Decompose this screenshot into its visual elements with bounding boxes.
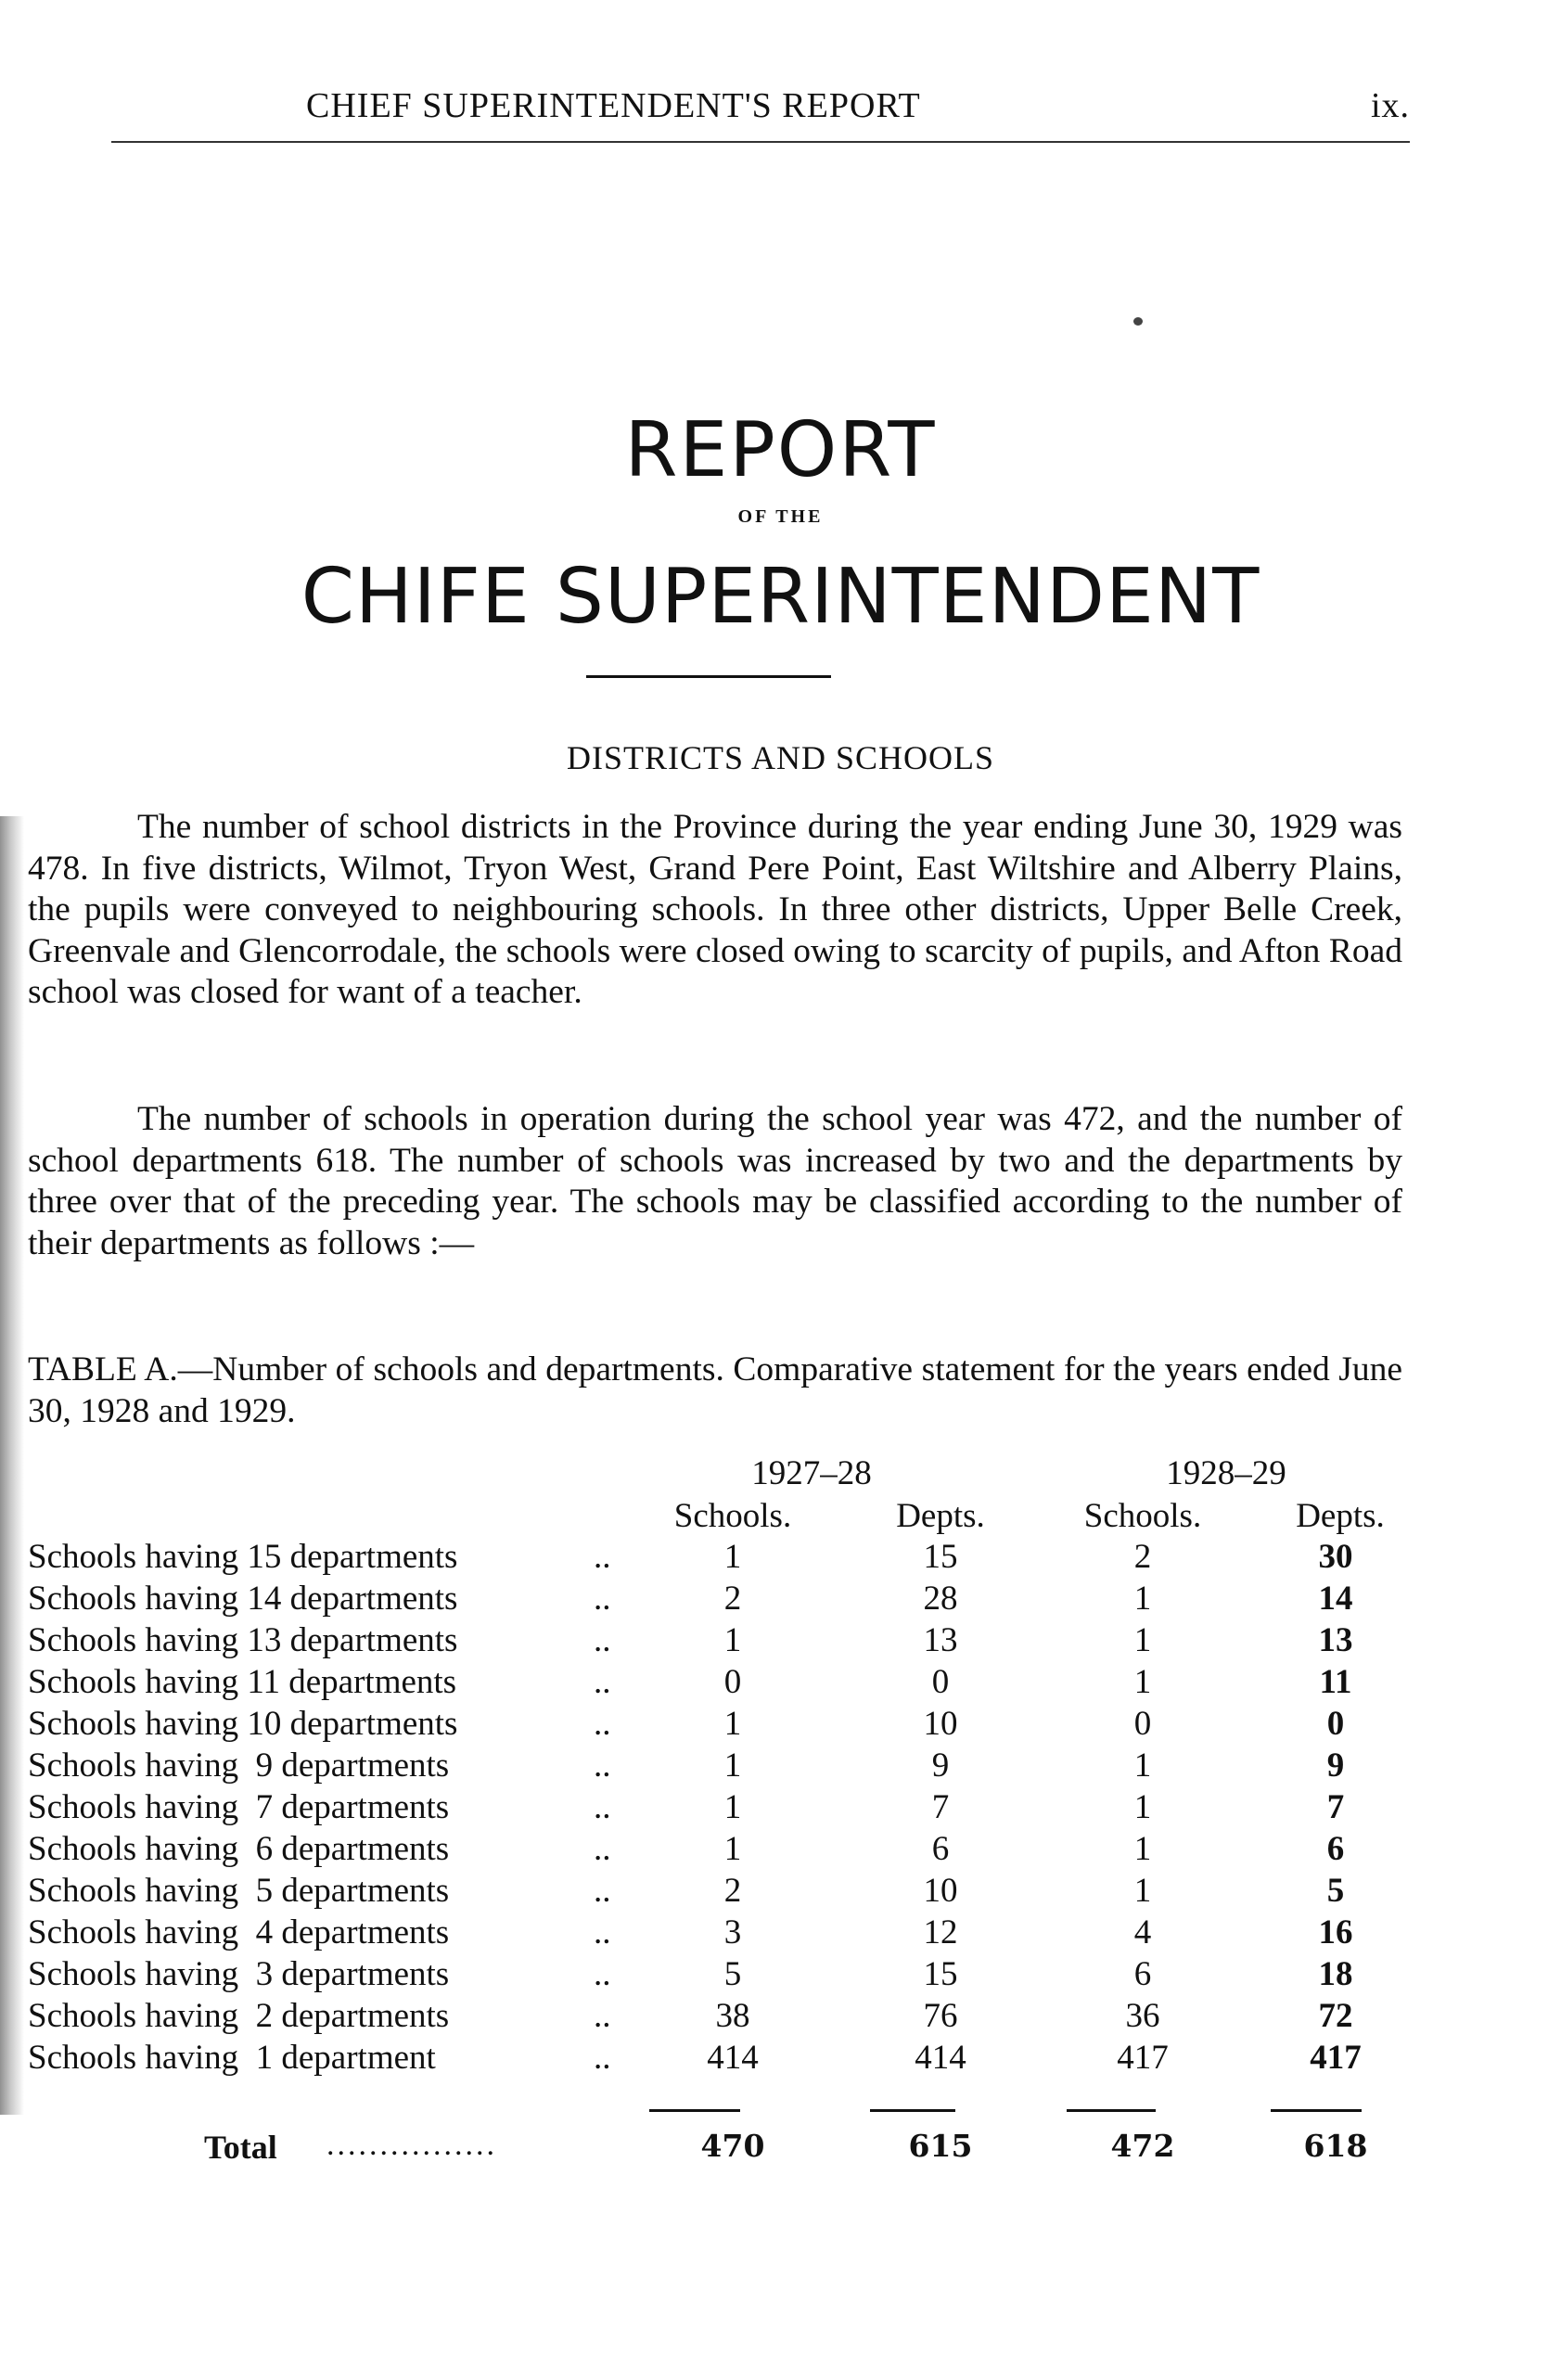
cell: 1 (1133, 1580, 1152, 1618)
cell: 1 (723, 1621, 742, 1659)
row-label: Schools having 2 departments (28, 1997, 450, 2035)
cell: 1 (1133, 1830, 1152, 1868)
cell: 1 (1133, 1621, 1152, 1659)
cell: 10 (923, 1705, 958, 1743)
cell: 5 (723, 1955, 742, 1993)
total-leader-dots: ................ (326, 2128, 497, 2162)
cell: 15 (923, 1538, 958, 1576)
page-number: ix. (1370, 86, 1410, 125)
year-heading-1927-28: 1927–28 (751, 1454, 872, 1492)
cell: 2 (723, 1580, 742, 1618)
cell: 15 (923, 1955, 958, 1993)
row-label: Schools having 5 departments (28, 1872, 450, 1910)
title-chief-superintendent: CHIFE SUPERINTENDENT (301, 553, 1260, 641)
cell: 1 (723, 1830, 742, 1868)
cell: 30 (1318, 1538, 1353, 1576)
cell: 417 (1117, 2039, 1169, 2077)
row-label: Schools having 3 departments (28, 1955, 450, 1993)
column-header-depts: Depts. (896, 1497, 985, 1535)
column-header-schools: Schools. (673, 1497, 792, 1535)
cell: 16 (1318, 1913, 1353, 1951)
total-cell: 615 (908, 2128, 973, 2164)
running-head-title: CHIEF SUPERINTENDENT'S REPORT (306, 86, 921, 125)
sum-rule (870, 2109, 955, 2112)
row-label: Schools having 9 departments (28, 1747, 450, 1785)
total-cell: 472 (1110, 2128, 1175, 2164)
row-leader-dots: .. (594, 1913, 611, 1951)
table-row (0, 1620, 1561, 1662)
table-row (0, 1829, 1561, 1871)
cell: 14 (1318, 1580, 1353, 1618)
cell: 18 (1318, 1955, 1353, 1993)
row-label: Schools having 10 departments (28, 1705, 458, 1743)
cell: 6 (931, 1830, 950, 1868)
cell: 6 (1133, 1955, 1152, 1993)
row-leader-dots: .. (594, 1997, 611, 2035)
cell: 13 (923, 1621, 958, 1659)
total-cell: 470 (700, 2128, 765, 2164)
ink-speck (1133, 317, 1143, 326)
row-leader-dots: .. (594, 1955, 611, 1993)
row-label: Schools having 14 departments (28, 1580, 458, 1618)
year-heading-1928-29: 1928–29 (1166, 1454, 1286, 1492)
title-rule (586, 675, 831, 678)
row-leader-dots: .. (594, 1747, 611, 1785)
cell: 1 (723, 1788, 742, 1826)
cell: 1 (1133, 1663, 1152, 1701)
cell: 28 (923, 1580, 958, 1618)
table-row (0, 1746, 1561, 1787)
row-label: Schools having 4 departments (28, 1913, 450, 1951)
cell: 4 (1133, 1913, 1152, 1951)
table-row (0, 1913, 1561, 1954)
cell: 72 (1318, 1997, 1353, 2035)
sum-rule (649, 2109, 740, 2112)
sum-rule (1271, 2109, 1362, 2112)
row-label: Schools having 6 departments (28, 1830, 450, 1868)
cell: 1 (723, 1747, 742, 1785)
row-label: Schools having 15 departments (28, 1538, 458, 1576)
row-label: Schools having 13 departments (28, 1621, 458, 1659)
row-leader-dots: .. (594, 1538, 611, 1576)
table-row (0, 2038, 1561, 2079)
header-rule (111, 141, 1410, 143)
table-row (0, 1704, 1561, 1746)
cell: 12 (923, 1913, 958, 1951)
cell: 7 (1326, 1788, 1345, 1826)
row-leader-dots: .. (594, 1580, 611, 1618)
table-a (0, 1453, 1561, 2177)
row-label: Schools having 1 department (28, 2039, 436, 2077)
table-row (0, 1871, 1561, 1913)
cell: 2 (1133, 1538, 1152, 1576)
column-header-depts: Depts. (1296, 1497, 1385, 1535)
table-row (0, 1787, 1561, 1829)
cell: 36 (1125, 1997, 1160, 2035)
cell: 76 (923, 1997, 958, 2035)
cell: 11 (1319, 1663, 1352, 1701)
running-head (111, 85, 1410, 132)
cell: 1 (723, 1705, 742, 1743)
total-label: Total (204, 2129, 277, 2166)
row-leader-dots: .. (594, 1788, 611, 1826)
row-leader-dots: .. (594, 1705, 611, 1743)
cell: 1 (1133, 1788, 1152, 1826)
cell: 1 (1133, 1747, 1152, 1785)
cell: 0 (723, 1663, 742, 1701)
cell: 414 (707, 2039, 759, 2077)
table-row (0, 1662, 1561, 1704)
table-row (0, 1996, 1561, 2038)
row-leader-dots: .. (594, 1872, 611, 1910)
cell: 3 (723, 1913, 742, 1951)
row-leader-dots: .. (594, 2039, 611, 2077)
cell: 7 (931, 1788, 950, 1826)
table-row (0, 1537, 1561, 1579)
sum-rule (1067, 2109, 1156, 2112)
cell: 13 (1318, 1621, 1353, 1659)
title-of-the: OF THE (737, 506, 824, 527)
cell: 38 (715, 1997, 750, 2035)
row-label: Schools having 7 departments (28, 1788, 450, 1826)
table-caption: TABLE A.—Number of schools and departments. Comparative statement for the years ended June 30, 1928 and 1929. (28, 1350, 1402, 1430)
cell: 1 (723, 1538, 742, 1576)
cell: 0 (1133, 1705, 1152, 1743)
cell: 1 (1133, 1872, 1152, 1910)
title-report: REPORT (624, 406, 937, 494)
row-label: Schools having 11 departments (28, 1663, 457, 1701)
cell: 2 (723, 1872, 742, 1910)
cell: 10 (923, 1872, 958, 1910)
cell: 0 (1326, 1705, 1345, 1743)
section-heading: DISTRICTS AND SCHOOLS (566, 739, 995, 776)
cell: 414 (915, 2039, 966, 2077)
paragraph-schools: The number of schools in operation during the school year was 472, and the number of school departments 618. The number of schools was increased by two and the departments by three over that of the preceding year. The schools may be classified according to the number of their departments as follows :— (28, 1100, 1402, 1262)
row-leader-dots: .. (594, 1830, 611, 1868)
table-row (0, 1579, 1561, 1620)
cell: 9 (931, 1747, 950, 1785)
cell: 417 (1310, 2039, 1362, 2077)
cell: 0 (931, 1663, 950, 1701)
row-leader-dots: .. (594, 1663, 611, 1701)
total-cell: 618 (1303, 2128, 1368, 2164)
cell: 9 (1326, 1747, 1345, 1785)
paragraph-districts: The number of school districts in the Province during the year ending June 30, 1929 was 478. In five districts, Wilmot, Tryon West, Grand Pere Point, East Wiltshire and Alberry Plains, the pupils were conveyed to neighbouring schools. In three other districts, Upper Belle Creek, Greenvale and Glencorrodale, the schools were closed owing to scarcity of pupils, and Afton Road school was closed for want of a teacher. (28, 808, 1402, 1012)
table-row (0, 1954, 1561, 1996)
cell: 6 (1326, 1830, 1345, 1868)
column-header-schools: Schools. (1083, 1497, 1202, 1535)
cell: 5 (1326, 1872, 1345, 1910)
row-leader-dots: .. (594, 1621, 611, 1659)
